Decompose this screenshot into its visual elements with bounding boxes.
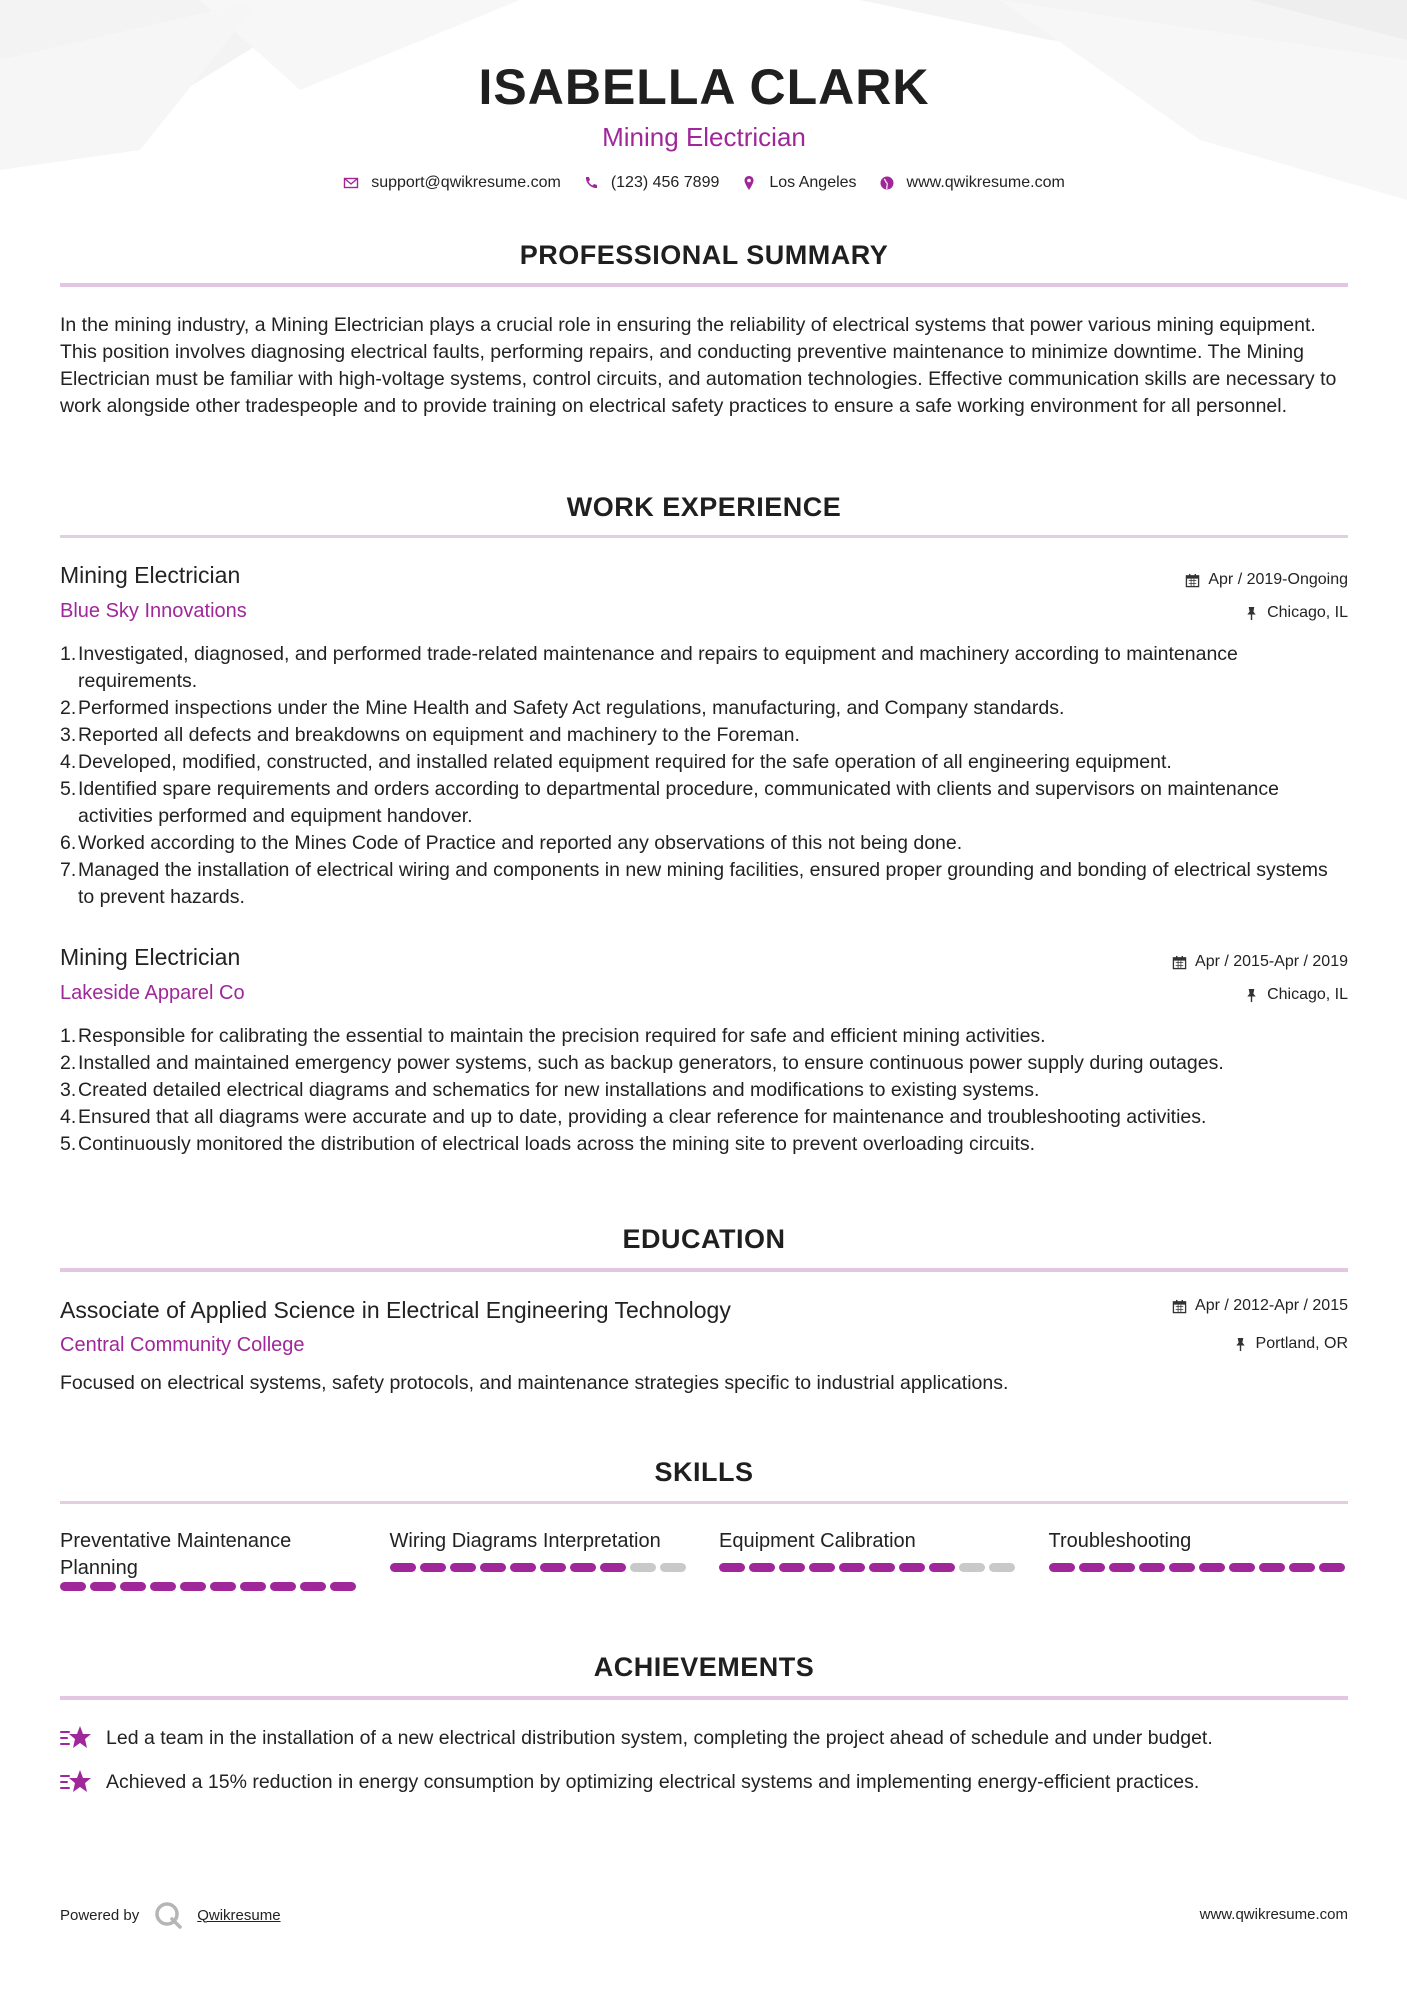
skill-item: [390, 1528, 690, 1608]
footer-powered-by: [60, 1900, 281, 1930]
education-dates: [1172, 1297, 1348, 1315]
skill-level-segment: [120, 1582, 146, 1591]
skill-name: Troubleshooting: [1048, 1530, 1192, 1552]
calendar-icon: [1172, 955, 1187, 970]
list-item: Ensured that all diagrams were accurate and up to date, providing a clear reference for maintenance and troubleshooting activities.: [78, 1106, 1207, 1128]
skill-item: [719, 1528, 1019, 1608]
summary-text: In the mining industry, a Mining Electrician plays a crucial role in ensuring the reliability of electrical systems that power various mining equipment. This position involves diagnosing electrical faults, performing repairs, and conducting preventive maintenance to minimize downtime. The Mining Electrician must be familiar with high-voltage systems, control circuits, and automation technologies. Effective communication skills are necessary to work alongside other tradespeople and to provide training on electrical safety practices to ensure a safe working environment for all personnel.: [60, 314, 1337, 417]
skill-level-segment: [839, 1563, 865, 1572]
qwikresume-link[interactable]: Qwikresume: [197, 1906, 281, 1924]
list-item: Worked according to the Mines Code of Practice and reported any observations of this not being done.: [78, 832, 963, 854]
skill-level-segment: [959, 1563, 985, 1572]
skill-level-segment: [779, 1563, 805, 1572]
skill-level-segment: [210, 1582, 236, 1591]
job-dates: [1185, 571, 1348, 589]
skill-level-segment: [270, 1582, 296, 1591]
job-location-text: Chicago, IL: [1267, 986, 1348, 1003]
location-text: Los Angeles: [769, 174, 857, 191]
powered-by-label: Powered by: [60, 1906, 140, 1924]
list-item: Continuously monitored the distribution of electrical loads across the mining site to prevent overloading circuits.: [78, 1133, 1036, 1155]
achievement-item: [60, 1768, 1199, 1796]
education-location-text: Portland, OR: [1255, 1335, 1348, 1352]
skill-name: Equipment Calibration: [719, 1530, 916, 1552]
email-text: support@qwikresume.com: [371, 174, 561, 191]
skill-level-segment: [450, 1563, 476, 1572]
globe-icon: [879, 175, 895, 191]
phone-icon: [583, 175, 599, 191]
list-item: Installed and maintained emergency power systems, such as backup generators, to ensure continuous power supply during outages.: [78, 1052, 1224, 1074]
job-title: Mining Electrician: [60, 562, 241, 588]
skill-level-segment: [60, 1582, 86, 1591]
job-dates: [1172, 953, 1348, 971]
contact-location: [741, 174, 856, 192]
skill-level-segment: [1289, 1563, 1315, 1572]
skill-level-segment: [240, 1582, 266, 1591]
education-description: Focused on electrical systems, safety protocols, and maintenance strategies specific to industrial applications.: [60, 1372, 1009, 1394]
skill-level-segment: [1319, 1563, 1345, 1572]
pushpin-icon: [1244, 988, 1259, 1003]
job-company: Blue Sky Innovations: [60, 600, 247, 622]
skill-level-segment: [1079, 1563, 1105, 1572]
skill-level-segment: [480, 1563, 506, 1572]
skill-level-segment: [420, 1563, 446, 1572]
contact-bar: [60, 174, 1348, 192]
skill-level-segment: [1109, 1563, 1135, 1572]
skills-divider: [60, 1501, 1348, 1504]
skill-level-bar: [390, 1563, 686, 1572]
job-duties-list: [78, 1023, 1348, 1158]
skill-level-segment: [150, 1582, 176, 1591]
list-item: Managed the installation of electrical wiring and components in new mining facilities, ensured proper grounding and bonding of electrical systems to prevent hazards.: [78, 859, 1328, 908]
job-title: Mining Electrician: [60, 944, 241, 970]
skill-level-bar: [60, 1582, 356, 1591]
experience-divider: [60, 535, 1348, 538]
skill-level-segment: [510, 1563, 536, 1572]
skill-level-bar: [1049, 1563, 1345, 1572]
website-text: www.qwikresume.com: [906, 174, 1065, 191]
job-dates-text: Apr / 2015-Apr / 2019: [1195, 953, 1348, 970]
job-duties-list: [78, 641, 1348, 911]
list-item: Reported all defects and breakdowns on equipment and machinery to the Foreman.: [78, 724, 800, 746]
star-icon: [60, 1724, 92, 1752]
skill-level-segment: [540, 1563, 566, 1572]
skill-level-segment: [630, 1563, 656, 1572]
skill-level-segment: [719, 1563, 745, 1572]
skill-level-segment: [1259, 1563, 1285, 1572]
skill-level-segment: [1199, 1563, 1225, 1572]
summary-heading: PROFESSIONAL SUMMARY: [519, 240, 889, 270]
job-location: [1244, 604, 1348, 622]
skills-grid: [60, 1528, 1348, 1608]
list-item: Performed inspections under the Mine Health and Safety Act regulations, manufacturing, and Company standards.: [78, 697, 1065, 719]
skill-name: Preventative Maintenance Planning: [60, 1530, 292, 1579]
skill-item: [1049, 1528, 1349, 1608]
contact-phone[interactable]: [583, 174, 720, 192]
skill-level-segment: [570, 1563, 596, 1572]
calendar-icon: [1185, 573, 1200, 588]
pushpin-icon: [1244, 606, 1259, 621]
qwikresume-logo-icon: [153, 1900, 183, 1930]
list-item: Investigated, diagnosed, and performed trade-related maintenance and repairs to equipment and machinery according to maintenance requirements.: [78, 643, 1238, 692]
skill-level-bar: [719, 1563, 1015, 1572]
list-item: Developed, modified, constructed, and installed related equipment required for the safe operation of all engineering equipment.: [78, 751, 1172, 773]
skill-level-segment: [1049, 1563, 1075, 1572]
education-heading: EDUCATION: [622, 1224, 786, 1254]
achievement-text: Achieved a 15% reduction in energy consumption by optimizing electrical systems and implementing energy-efficient practices.: [106, 1770, 1200, 1793]
skill-level-segment: [1139, 1563, 1165, 1572]
school-name: Central Community College: [60, 1334, 305, 1356]
education-dates-text: Apr / 2012-Apr / 2015: [1195, 1297, 1348, 1314]
summary-divider: [60, 283, 1348, 287]
skill-level-segment: [1169, 1563, 1195, 1572]
achievements-heading: ACHIEVEMENTS: [593, 1652, 815, 1682]
star-icon: [60, 1768, 92, 1796]
achievement-text: Led a team in the installation of a new electrical distribution system, completing the project ahead of schedule and under budget.: [106, 1726, 1213, 1749]
skill-level-segment: [989, 1563, 1015, 1572]
skills-heading: SKILLS: [654, 1457, 754, 1487]
job-location: [1244, 986, 1348, 1004]
skill-level-segment: [300, 1582, 326, 1591]
skill-level-segment: [90, 1582, 116, 1591]
education-divider: [60, 1268, 1348, 1272]
skill-level-segment: [899, 1563, 925, 1572]
list-item: Responsible for calibrating the essential to maintain the precision required for safe and efficient mining activities.: [78, 1025, 1046, 1047]
education-location: [1233, 1335, 1348, 1353]
skill-level-segment: [330, 1582, 356, 1591]
contact-website[interactable]: [879, 174, 1065, 192]
skill-level-segment: [929, 1563, 955, 1572]
skill-name: Wiring Diagrams Interpretation: [389, 1530, 661, 1552]
pushpin-icon: [1233, 1337, 1248, 1352]
candidate-role: Mining Electrician: [602, 122, 806, 152]
job-location-text: Chicago, IL: [1267, 604, 1348, 621]
list-item: Identified spare requirements and orders according to departmental procedure, communicated with clients and supervisors on maintenance activities performed and equipment handover.: [78, 778, 1279, 827]
contact-email[interactable]: [343, 174, 561, 192]
skill-level-segment: [1229, 1563, 1255, 1572]
achievements-divider: [60, 1696, 1348, 1700]
list-item: Created detailed electrical diagrams and schematics for new installations and modifications to existing systems.: [78, 1079, 1040, 1101]
calendar-icon: [1172, 1299, 1187, 1314]
envelope-icon: [343, 175, 359, 191]
job-dates-text: Apr / 2019-Ongoing: [1208, 571, 1348, 588]
skill-level-segment: [869, 1563, 895, 1572]
job-company: Lakeside Apparel Co: [60, 982, 245, 1004]
experience-heading: WORK EXPERIENCE: [566, 492, 842, 522]
degree-title: Associate of Applied Science in Electrical Engineering Technology: [60, 1297, 731, 1323]
phone-text: (123) 456 7899: [610, 174, 720, 191]
skill-level-segment: [390, 1563, 416, 1572]
skill-item: [60, 1528, 360, 1608]
skill-level-segment: [660, 1563, 686, 1572]
map-pin-icon: [741, 175, 757, 191]
achievement-item: [60, 1724, 1213, 1752]
skill-level-segment: [809, 1563, 835, 1572]
skill-level-segment: [600, 1563, 626, 1572]
candidate-name: ISABELLA CLARK: [478, 59, 930, 115]
footer-website[interactable]: www.qwikresume.com: [1199, 1906, 1348, 1923]
skill-level-segment: [180, 1582, 206, 1591]
skill-level-segment: [749, 1563, 775, 1572]
